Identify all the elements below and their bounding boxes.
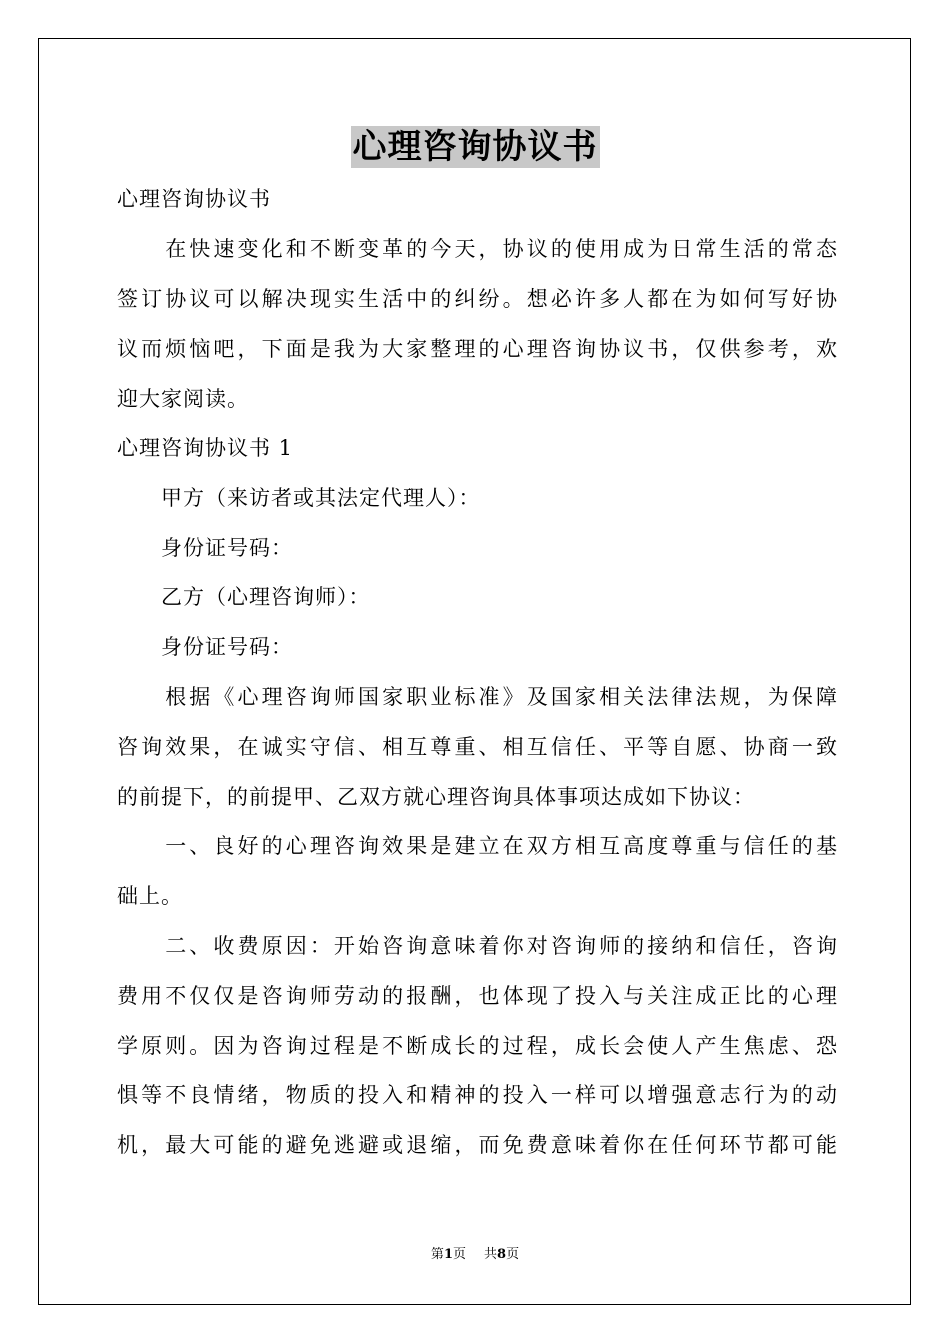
party-a-line: 甲方（来访者或其法定代理人）： <box>117 486 481 510</box>
total-label-prefix: 共 <box>484 1247 498 1262</box>
paragraph-line: 签订协议可以解决现实生活中的纠纷。想必许多人都在为如何写好协 <box>117 287 837 311</box>
party-b-line: 乙方（心理咨询师）： <box>117 585 371 609</box>
paragraph-line: 根据《心理咨询师国家职业标准》及国家相关法律法规，为保障 <box>117 685 837 709</box>
party-b-id-line: 身份证号码： <box>117 635 293 659</box>
page-label-prefix: 第 <box>430 1247 444 1262</box>
paragraph-line: 二、收费原因：开始咨询意味着你对咨询师的接纳和信任，咨询 <box>117 934 837 958</box>
paragraph-line: 迎大家阅读。 <box>117 387 249 411</box>
paragraph-line: 学原则。因为咨询过程是不断成长的过程，成长会使人产生焦虑、恐 <box>117 1034 837 1058</box>
page-border <box>38 38 911 1305</box>
paragraph-line: 惧等不良情绪，物质的投入和精神的投入一样可以增强意志行为的动 <box>117 1083 837 1107</box>
paragraph-line: 的前提下，的前提甲、乙双方就心理咨询具体事项达成如下协议： <box>117 785 755 809</box>
page-number: 1 <box>443 1247 453 1262</box>
paragraph-line: 础上。 <box>117 884 183 908</box>
page-footer <box>0 1246 950 1264</box>
section-heading: 心理咨询协议书 <box>117 187 271 211</box>
total-pages: 8 <box>497 1247 507 1262</box>
document-title: 心理咨询协议书 <box>352 127 598 167</box>
paragraph-line: 一、良好的心理咨询效果是建立在双方相互高度尊重与信任的基 <box>117 834 837 858</box>
title-container <box>0 126 950 168</box>
paragraph-line: 议而烦恼吧，下面是我为大家整理的心理咨询协议书，仅供参考，欢 <box>117 337 837 361</box>
page-label-suffix: 页 <box>452 1247 466 1262</box>
party-a-id-line: 身份证号码： <box>117 536 293 560</box>
section-heading: 心理咨询协议书 1 <box>117 436 294 460</box>
paragraph-line: 咨询效果，在诚实守信、相互尊重、相互信任、平等自愿、协商一致 <box>117 735 837 759</box>
paragraph-line: 费用不仅仅是咨询师劳动的报酬，也体现了投入与关注成正比的心理 <box>117 984 837 1008</box>
paragraph-line: 在快速变化和不断变革的今天，协议的使用成为日常生活的常态 <box>117 237 837 261</box>
paragraph-line: 机，最大可能的避免逃避或退缩，而免费意味着你在任何环节都可能 <box>117 1133 837 1157</box>
total-label-suffix: 页 <box>506 1247 520 1262</box>
